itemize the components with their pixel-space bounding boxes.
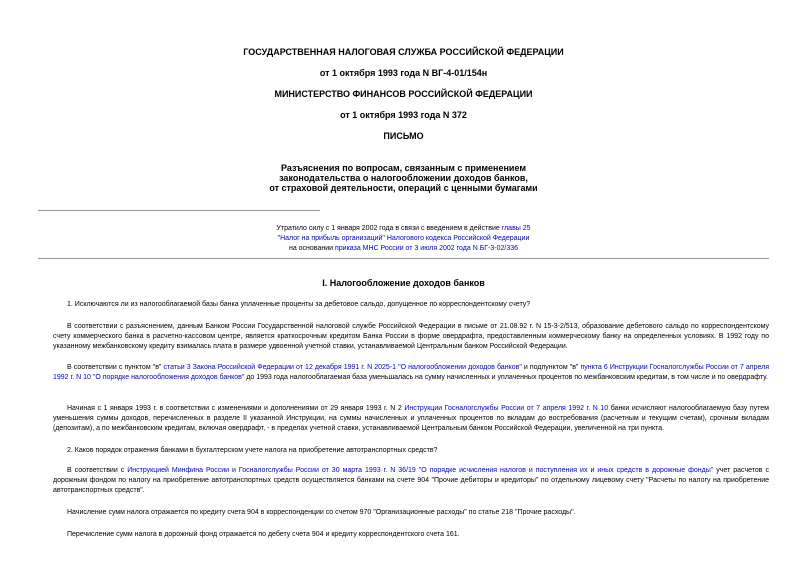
link-instruction-36-19[interactable]: Инструкцией Минфина России и Госналогслужбы России от 30 марта 1993 г. N 36/19 "О порядке исчисления налогов и поступления их и иных средств в дорожные фонды" — [127, 467, 714, 474]
subject-line: от страховой деятельности, операций с ценными бумагами — [269, 183, 538, 193]
paragraph-text: В соответствии с пунктом "в" — [67, 364, 164, 371]
answer-paragraph — [53, 404, 769, 434]
issuer-agency-title: ГОСУДАРСТВЕННАЯ НАЛОГОВАЯ СЛУЖБА РОССИЙСКОЙ ФЕДЕРАЦИИ — [243, 47, 564, 57]
paragraph-text: до 1993 года налогооблагаемая база уменьшалась на сумму начисленных и уплаченных процентов по межбанковским кредитам, в том числе и по овердрафту. — [244, 374, 768, 381]
link-tax-code[interactable]: "Налог на прибыль организаций" Налогового кодекса Российской Федерации — [277, 235, 530, 242]
document-subject — [0, 163, 807, 193]
paragraph-text: банки исчисляют налогооблагаемую базу путем уменьшения суммы доходов, перечисленных в разделе II указанной Инструкции, на суммы начисленных и уплаченных процентов по вкладам до востребования (расчетным и текущим счетам), срочным вкладам (депозитам), а по межбанковским кредитам, включая овердрафт, - в пределах учетной ставки, устанавливаемой Центральным банком Российской Федерации, увеличенной на три пункта. — [53, 405, 769, 432]
paragraph-text: Начиная с 1 января 1993 г. в соответствии с изменениями и дополнениями от 29 января 1993 г. N 2 — [67, 405, 405, 412]
paragraph-text: В соответствии с — [67, 467, 128, 474]
question-2: 2. Каков порядок отражения банками в бухгалтерском учете налога на приобретение автотранспортных средств? — [67, 447, 438, 454]
link-instruction-10-amend[interactable]: Инструкции Госналогслужбы России от 7 апреля 1992 г. N 10 — [404, 405, 609, 412]
answer-paragraph: В соответствии с разъяснением, данным Банком России Государственной налоговой службе Российской Федерации в письме от 21.08.92 г. N 15-3-2/513, образование дебетового сальдо по корреспондентскому счету коммерческого банка в расчетно-кассовом центре, является краткосрочным кредитом Банка России в форме овердрафта, предоставленным коммерческому банку на определенных условиях. В 1992 году по указанному межбанковскому кредиту взималась плата в размере удвоенной учетной ставки, устанавливаемой Центральным банком Российской Федерации. — [53, 323, 769, 350]
subject-line: Разъяснения по вопросам, связанным с применением — [280, 163, 526, 173]
divider-short — [38, 210, 320, 211]
question-1: 1. Исключаются ли из налогооблагаемой базы банка уплаченные проценты за дебетовое сальдо, допущенное по корреспондентскому счету? — [67, 301, 531, 308]
answer-paragraph: Начисление сумм налога отражается по кредиту счета 904 в корреспонденции со счетом 970 "Организационные расходы" по статье 218 "Прочие расходы". — [67, 509, 576, 516]
paragraph-text: и подпунктом "в" — [521, 364, 581, 371]
link-instruction-10[interactable]: пункта 6 Инструкции Госналогслужбы России от 7 апреля 1992 г. N 10 "О порядке налогообложения доходов банков" — [53, 364, 769, 381]
link-law-2025-1[interactable]: статьи 3 Закона Российской Федерации от 12 декабря 1991 г. N 2025-1 "О налогообложении доходов банков" — [163, 364, 522, 371]
issuer-date-number: от 1 октября 1993 года N ВГ-4-01/154н — [319, 68, 488, 78]
divider-full — [38, 258, 769, 259]
answer-paragraph — [53, 466, 769, 496]
link-mns-order[interactable]: приказа МНС России от 3 июля 2002 года N БГ-3-02/336 — [334, 245, 519, 252]
answer-paragraph: Перечисление сумм налога в дорожный фонд отражается по дебету счета 904 и кредиту корреспондентского счета 161. — [67, 531, 460, 538]
section-title: I. Налогообложение доходов банков — [322, 278, 485, 288]
document-type: ПИСЬМО — [383, 131, 424, 141]
status-note — [0, 224, 807, 254]
paragraph-text: учет расчетов с дорожным фондом по налогу на приобретение автотранспортных средств осуществляется банками на счете 904 "Прочие дебиторы и кредиторы" по отдельному лицевому счету "Расчеты по налогу на приобретение автотранспортных средств". — [53, 467, 770, 494]
subject-line: законодательства о налогообложении доходов банков, — [279, 173, 528, 183]
link-chapter-25[interactable]: главы 25 — [501, 225, 531, 232]
answer-paragraph — [53, 363, 769, 383]
status-note-text: Утратило силу с 1 января 2002 года в связи с введением в действие — [276, 225, 502, 232]
coissuer-agency-title: МИНИСТЕРСТВО ФИНАНСОВ РОССИЙСКОЙ ФЕДЕРАЦИИ — [274, 89, 533, 99]
coissuer-date-number: от 1 октября 1993 года N 372 — [340, 110, 467, 120]
status-note-text: на основании — [288, 245, 335, 252]
